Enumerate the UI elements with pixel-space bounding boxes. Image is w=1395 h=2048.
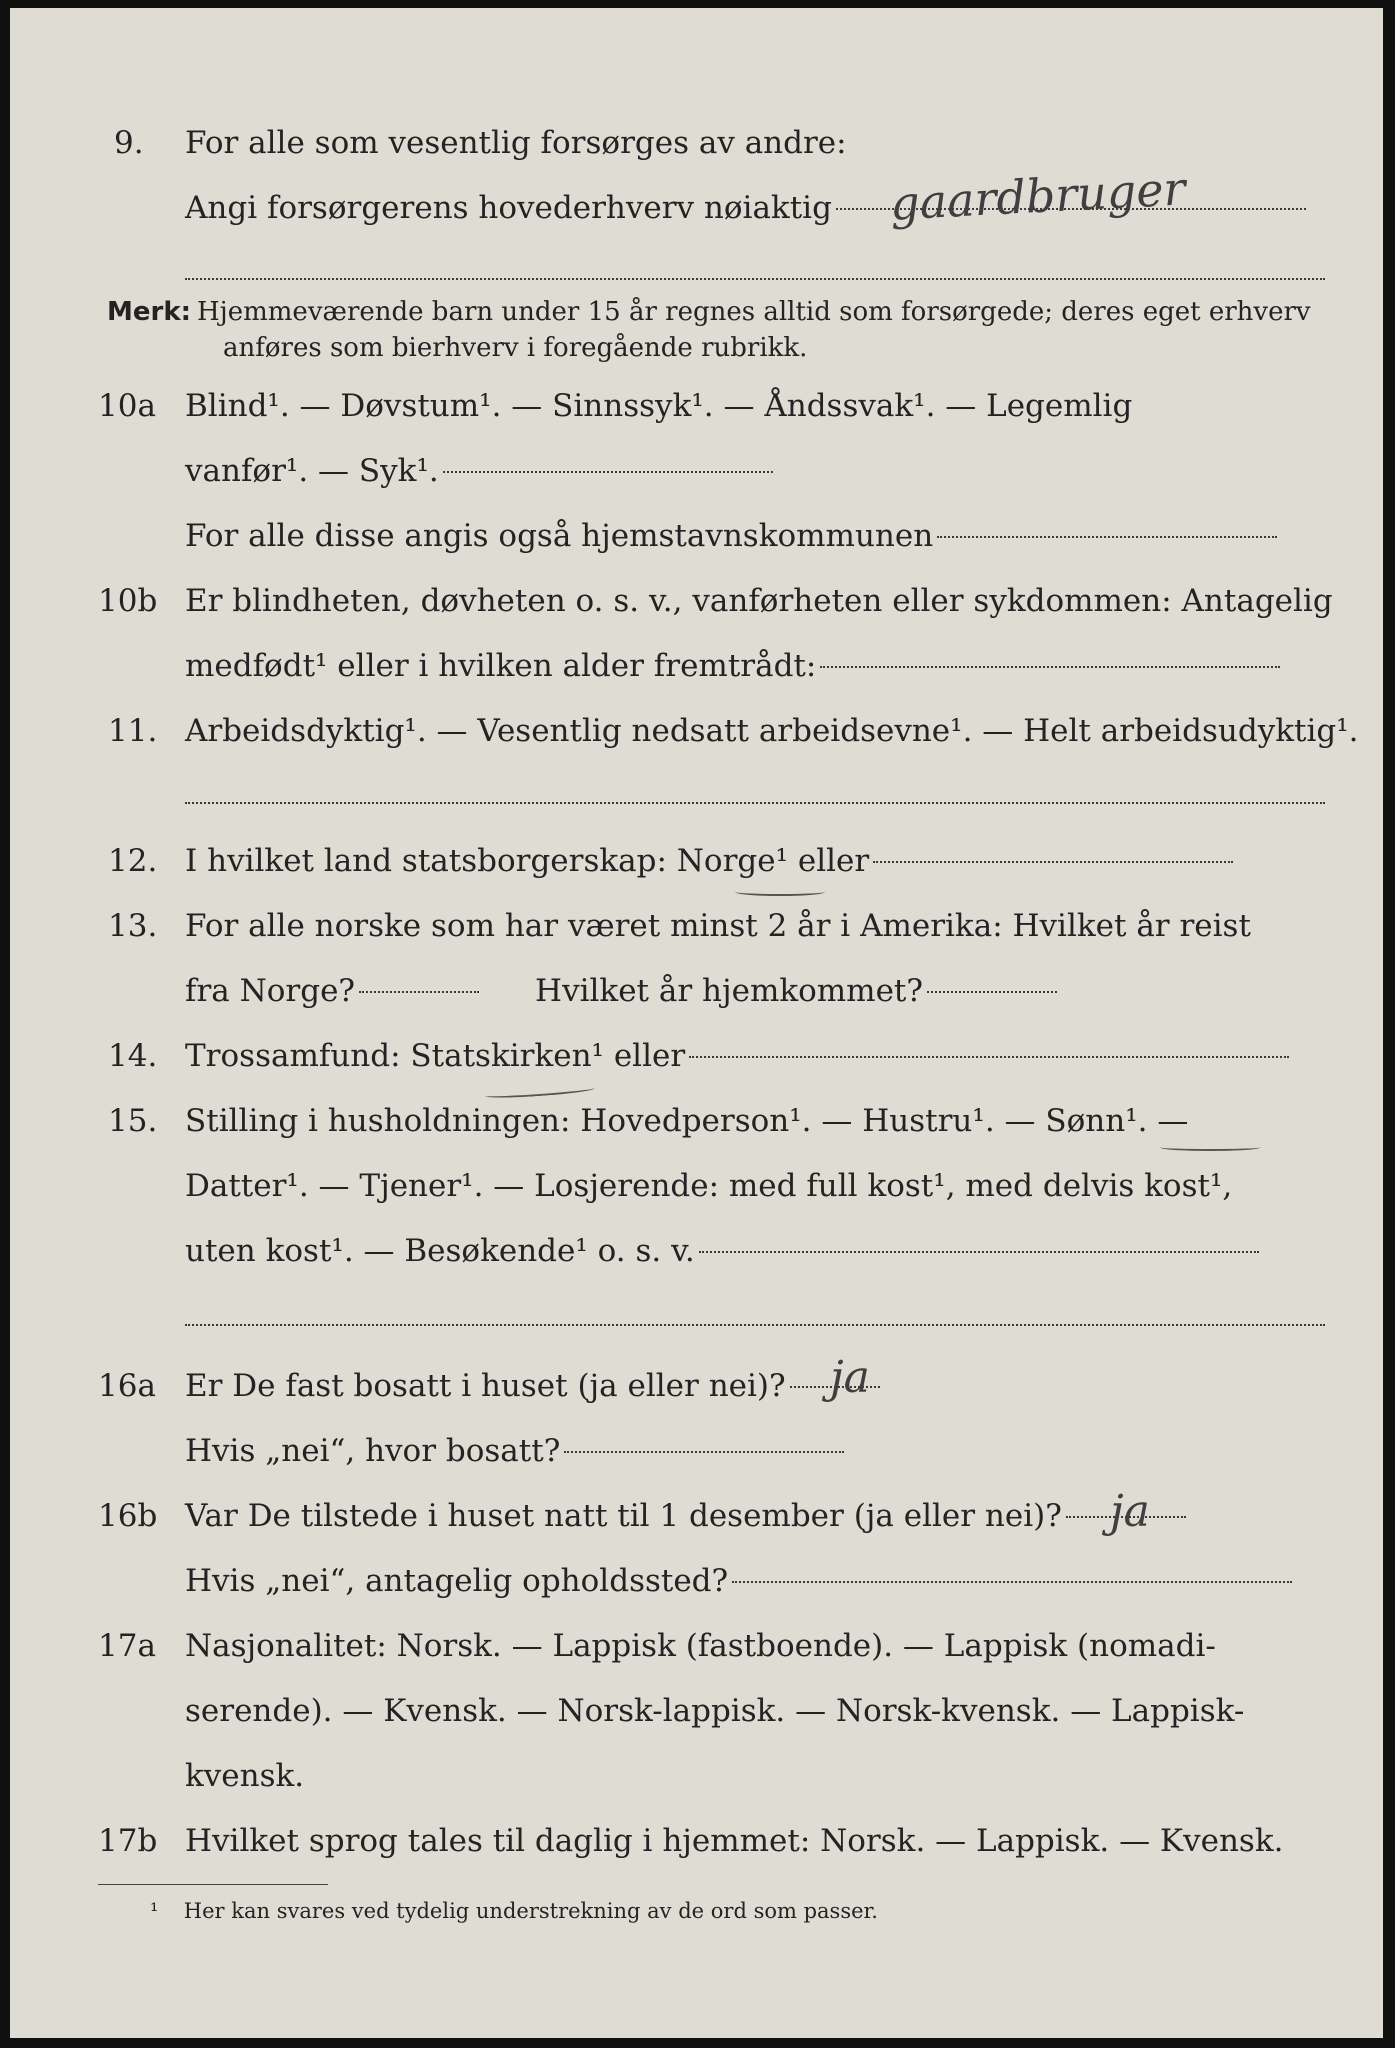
q13-line-1 bbox=[10, 902, 1383, 950]
q17a-line-3 bbox=[10, 1752, 1383, 1800]
q16a-handwritten-answer: ja bbox=[830, 1352, 870, 1403]
q9-handwritten-answer: gaardbruger bbox=[888, 161, 1187, 231]
q16b-line-1 bbox=[10, 1486, 1383, 1540]
q11-blank-rule bbox=[185, 802, 1325, 804]
q15-options-2: Datter¹. — Tjener¹. — Losjerende: med full kost¹, med delvis kost¹, bbox=[185, 1168, 1233, 1204]
q9-blank-rule bbox=[185, 278, 1325, 280]
q10a-line-3 bbox=[10, 512, 1383, 560]
q16a-residence-field[interactable] bbox=[564, 1451, 844, 1453]
q11-number: 11. bbox=[108, 713, 158, 749]
census-form-page bbox=[10, 8, 1383, 2038]
q10a-answer-field[interactable] bbox=[443, 471, 773, 473]
q16a-line-2 bbox=[10, 1427, 1383, 1475]
q13-departure-year-field[interactable] bbox=[359, 991, 479, 993]
q16b-handwritten-answer: ja bbox=[1110, 1486, 1150, 1537]
q10a-question: Blind¹. — Døvstum¹. — Sinnssyk¹. — Åndssvak¹. — Legemlig bbox=[185, 388, 1133, 424]
q16a-question: Er De fast bosatt i huset (ja eller nei)? bbox=[185, 1368, 786, 1404]
q10b-prompt: medfødt¹ eller i hvilken alder fremtrådt: bbox=[185, 648, 817, 684]
q10a-prompt: For alle disse angis også hjemstavnskommunen bbox=[185, 518, 934, 554]
footnote-rule bbox=[98, 1884, 328, 1885]
q14-religion-field[interactable] bbox=[689, 1056, 1289, 1058]
q16b-whereabouts-field[interactable] bbox=[732, 1581, 1292, 1583]
q9-prompt: Angi forsørgerens hovederhverv nøiaktig bbox=[185, 190, 832, 226]
q15-number: 15. bbox=[108, 1103, 158, 1139]
q10b-answer-field[interactable] bbox=[820, 666, 1280, 668]
q14-question: Trossamfund: Statskirken¹ eller bbox=[185, 1038, 686, 1074]
q15-line-3 bbox=[10, 1227, 1383, 1275]
q16b-number: 16b bbox=[98, 1498, 158, 1534]
q10b-line-1 bbox=[10, 577, 1383, 625]
q17a-question: Nasjonalitet: Norsk. — Lappisk (fastboende). — Lappisk (nomadi- bbox=[185, 1628, 1216, 1664]
q17b-question: Hvilket sprog tales til daglig i hjemmet: Norsk. — Lappisk. — Kvensk. bbox=[185, 1823, 1284, 1859]
q10b-line-2 bbox=[10, 642, 1383, 690]
merk-label: Merk: bbox=[107, 297, 192, 327]
q17b-line-1 bbox=[10, 1817, 1383, 1865]
q17b-number: 17b bbox=[98, 1823, 158, 1859]
footnote-text: Her kan svares ved tydelig understrekning av de ord som passer. bbox=[183, 1899, 878, 1923]
q9-question: For alle som vesentlig forsørges av andre: bbox=[185, 125, 847, 161]
q17a-line-1 bbox=[10, 1622, 1383, 1670]
q11-line-1 bbox=[10, 707, 1383, 755]
q16a-prompt: Hvis „nei“, hvor bosatt? bbox=[185, 1433, 561, 1469]
q16b-line-2 bbox=[10, 1557, 1383, 1605]
q10a-number: 10a bbox=[98, 388, 156, 424]
q9-number: 9. bbox=[114, 125, 144, 161]
q13-return-prompt: Hvilket år hjemkommet? bbox=[535, 973, 924, 1009]
q10b-question: Er blindheten, døvheten o. s. v., vanførheten eller sykdommen: Antagelig bbox=[185, 583, 1333, 619]
q10a-line-1 bbox=[10, 382, 1383, 430]
q11-question: Arbeidsdyktig¹. — Vesentlig nedsatt arbeidsevne¹. — Helt arbeidsudyktig¹. bbox=[185, 713, 1359, 749]
merk-line-1: Hjemmeværende barn under 15 år regnes alltid som forsørgede; deres eget erhverv bbox=[197, 297, 1311, 327]
q12-question: I hvilket land statsborgerskap: Norge¹ eller bbox=[185, 843, 870, 879]
q17a-options-3: kvensk. bbox=[185, 1758, 305, 1794]
q17a-line-2 bbox=[10, 1687, 1383, 1735]
q13-number: 13. bbox=[108, 908, 158, 944]
q15-question: Stilling i husholdningen: Hovedperson¹. — Hustru¹. — Sønn¹. — bbox=[185, 1103, 1189, 1139]
merk-line-2: anføres som bierhverv i foregående rubrikk. bbox=[223, 333, 808, 363]
q10a-line-2 bbox=[10, 447, 1383, 495]
q14-number: 14. bbox=[108, 1038, 158, 1074]
q12-line-1 bbox=[10, 837, 1383, 885]
q13-line-2 bbox=[10, 967, 1383, 1015]
q13-departure-prompt: fra Norge? bbox=[185, 973, 356, 1009]
q15-line-2 bbox=[10, 1162, 1383, 1210]
q15-sonn-underline-mark bbox=[1160, 1144, 1260, 1151]
q13-return-year-field[interactable] bbox=[927, 991, 1057, 993]
q16b-question: Var De tilstede i huset natt til 1 desember (ja eller nei)? bbox=[185, 1498, 1062, 1534]
q16a-number: 16a bbox=[98, 1368, 156, 1404]
q15-answer-field[interactable] bbox=[699, 1251, 1259, 1253]
q15-blank-rule bbox=[185, 1324, 1325, 1326]
q15-options-3: uten kost¹. — Besøkende¹ o. s. v. bbox=[185, 1233, 695, 1269]
q13-question: For alle norske som har været minst 2 år i Amerika: Hvilket år reist bbox=[185, 908, 1251, 944]
q12-number: 12. bbox=[108, 843, 158, 879]
q10b-number: 10b bbox=[98, 583, 158, 619]
q12-country-field[interactable] bbox=[873, 861, 1233, 863]
footnote bbox=[150, 1896, 878, 1926]
q17a-options-2: serende). — Kvensk. — Norsk-lappisk. — Norsk-kvensk. — Lappisk- bbox=[185, 1693, 1245, 1729]
q14-line-1 bbox=[10, 1032, 1383, 1080]
footnote-mark: ¹ bbox=[150, 1899, 159, 1923]
q12-norge-underline-mark bbox=[735, 888, 825, 896]
q16b-prompt: Hvis „nei“, antagelig opholdssted? bbox=[185, 1563, 729, 1599]
q9-line-1 bbox=[10, 119, 1383, 167]
q10a-home-municipality-field[interactable] bbox=[937, 536, 1277, 538]
q15-line-1 bbox=[10, 1097, 1383, 1145]
q10a-options-2: vanfør¹. — Syk¹. bbox=[185, 453, 439, 489]
q16a-line-1 bbox=[10, 1362, 1383, 1410]
q17a-number: 17a bbox=[98, 1628, 156, 1664]
